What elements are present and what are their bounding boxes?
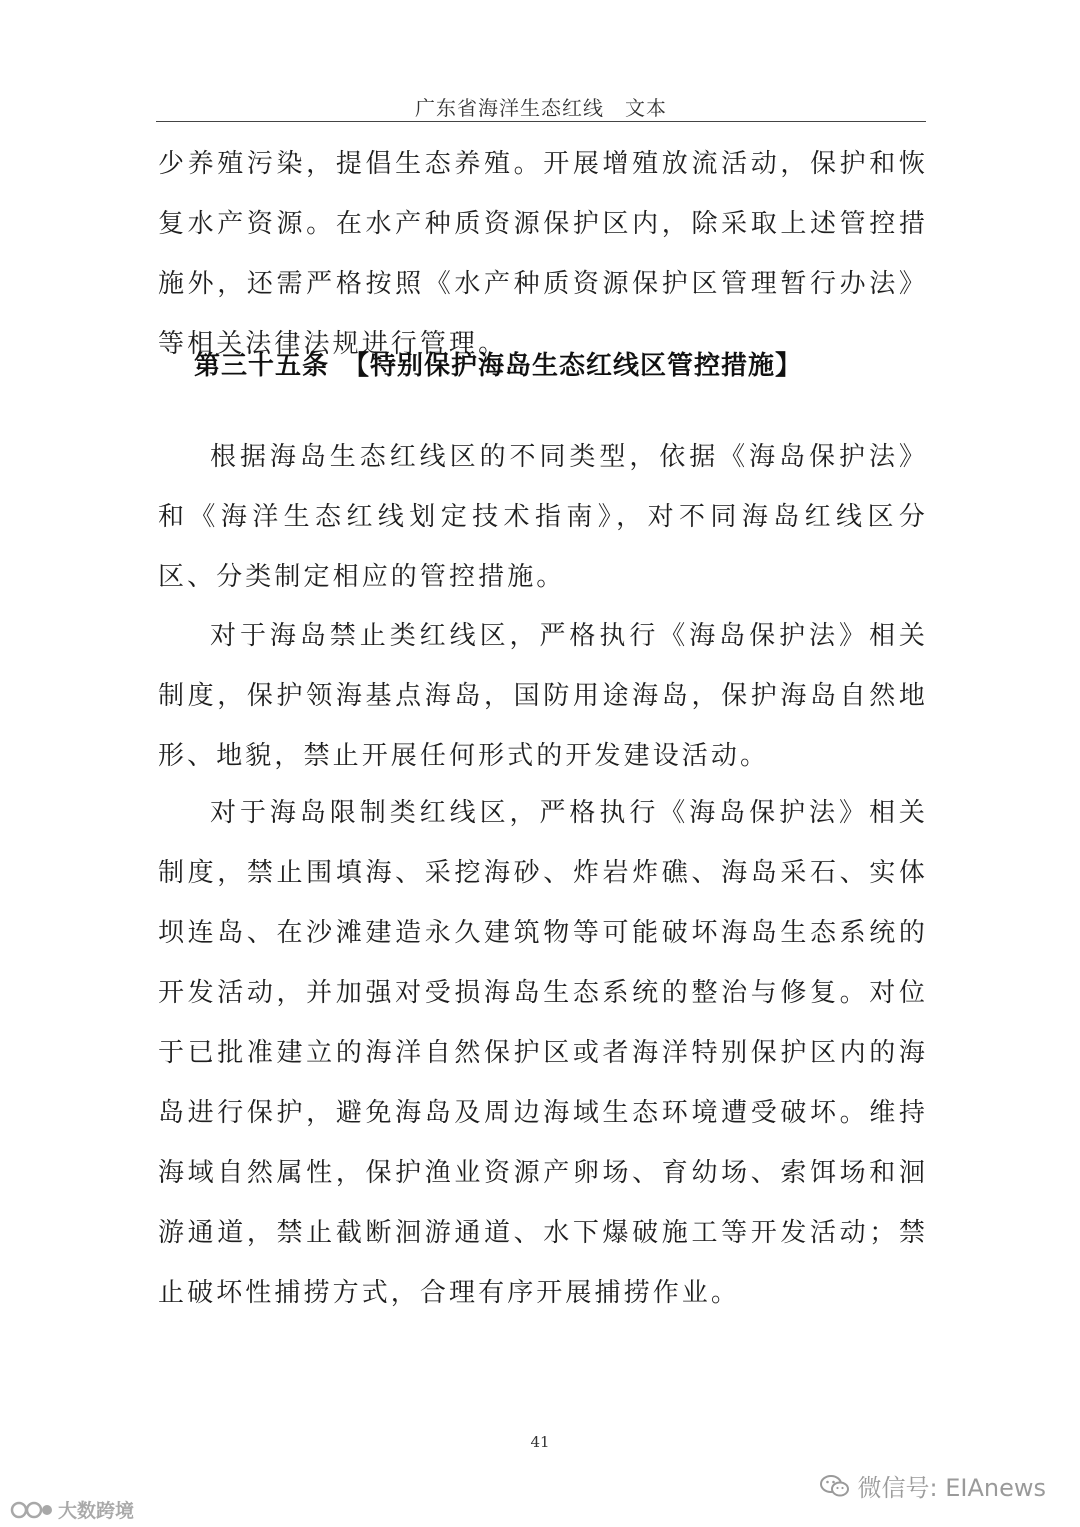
brand-watermark — [10, 1496, 134, 1523]
running-header: 广东省海洋生态红线 文本 — [415, 96, 667, 120]
paragraph-restricted-zone: 对于海岛限制类红线区，严格执行《海岛保护法》相关制度，禁止围填海、采挖海砂、炸岩炸礁、海岛采石、实体坝连岛、在沙滩建造永久建筑物等可能破坏海岛生态系统的开发活动，并加强对受损海岛生态系统的整治与修复。对位于已批准建立的海洋自然保护区或者海洋特别保护区内的海岛进行保护，避免海岛及周边海域生态环境遭受破坏。维持海域自然属性，保护渔业资源产卵场、育幼场、索饵场和洄游通道，禁止截断洄游通道、水下爆破施工等开发活动；禁止破坏性捕捞方式，合理有序开展捕捞作业。 — [158, 798, 928, 1308]
header-rule — [156, 121, 926, 122]
brand-logo-icon — [10, 1499, 54, 1521]
wechat-icon — [820, 1474, 850, 1498]
wechat-id-text: 微信号: EIAnews — [857, 1474, 1046, 1502]
article-heading: 第三十五条 【特别保护海岛生态红线区管控措施】 — [194, 351, 803, 381]
paragraph-intro: 根据海岛生态红线区的不同类型，依据《海岛保护法》和《海洋生态红线划定技术指南》，对不同海岛红线区分区、分类制定相应的管控措施。 — [158, 442, 928, 592]
brand-text: 大数跨境 — [58, 1500, 135, 1522]
paragraph-prohibited-zone: 对于海岛禁止类红线区，严格执行《海岛保护法》相关制度，保护领海基点海岛，国防用途海岛，保护海岛自然地形、地貌，禁止开展任何形式的开发建设活动。 — [158, 621, 928, 771]
paragraph-continuation: 少养殖污染，提倡生态养殖。开展增殖放流活动，保护和恢复水产资源。在水产种质资源保护区内，除采取上述管控措施外，还需严格按照《水产种质资源保护区管理暂行办法》等相关法律法规进行管理。 — [158, 149, 928, 359]
wechat-watermark — [820, 1468, 1046, 1503]
page-number: 41 — [530, 1433, 550, 1451]
